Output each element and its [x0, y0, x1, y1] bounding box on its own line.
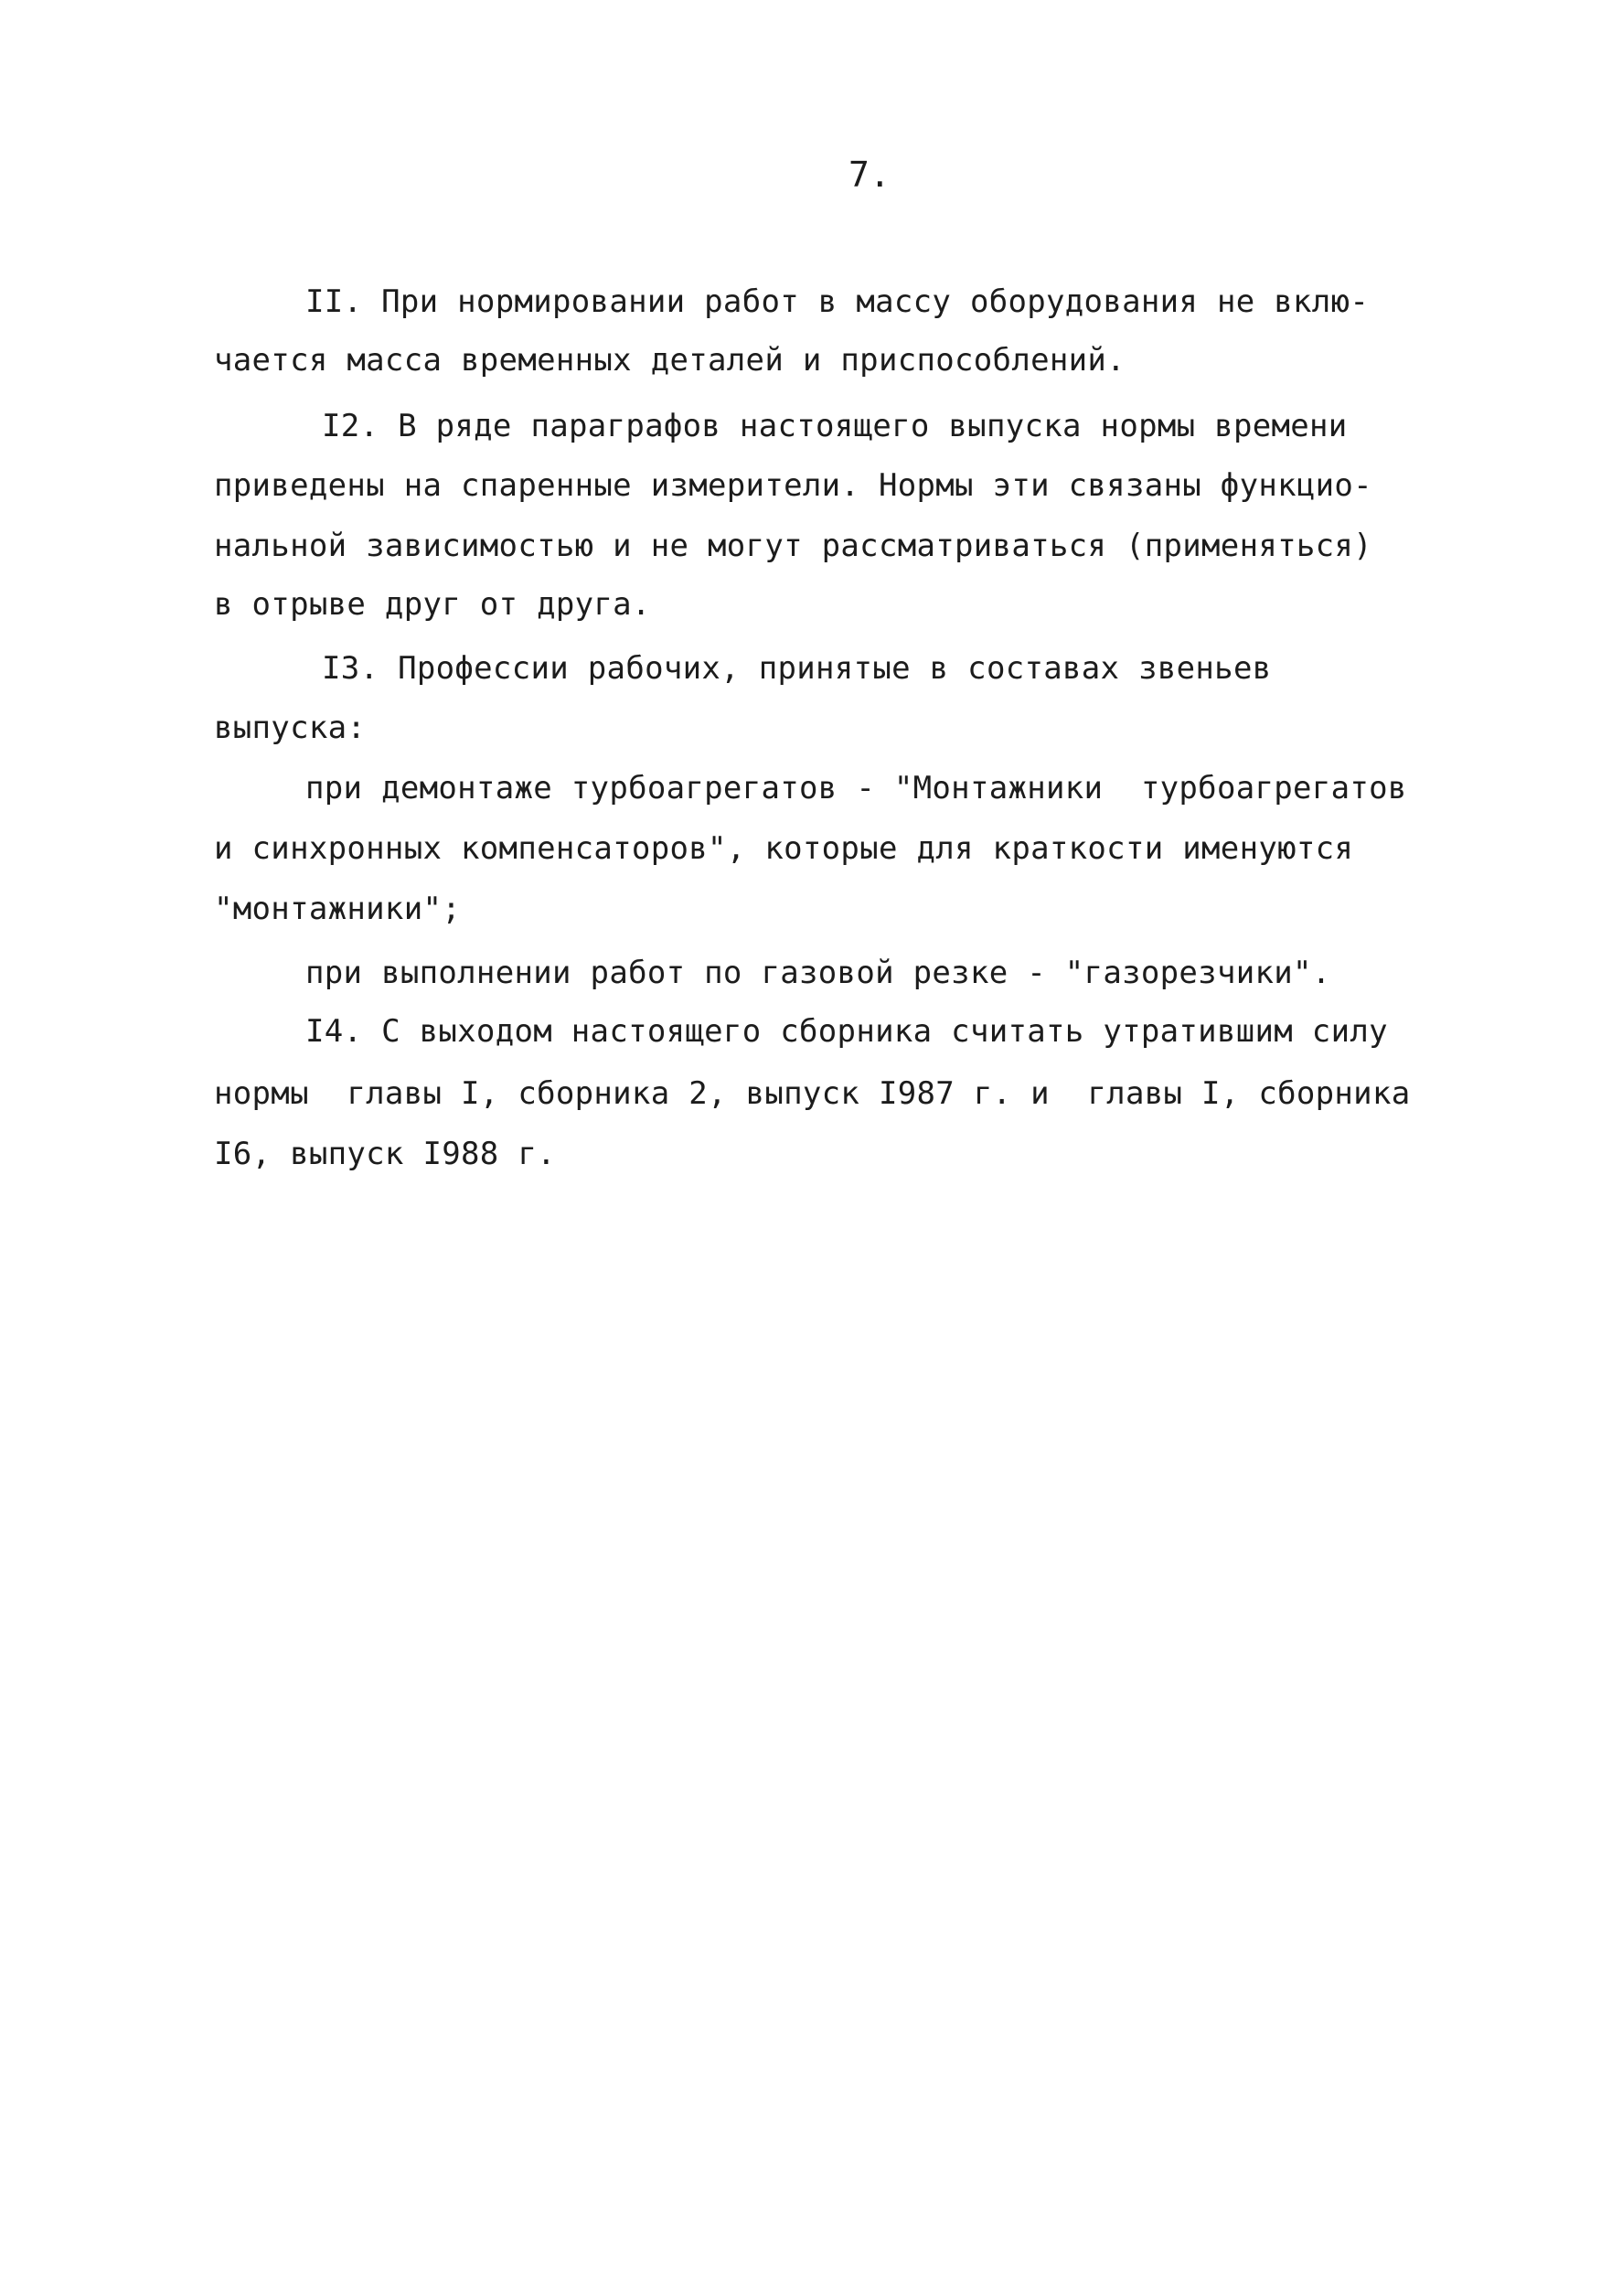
paragraph-13-line-2: выпуска:	[214, 710, 367, 746]
page-number: 7.	[848, 155, 891, 195]
paragraph-11-line-1: II. При нормировании работ в массу оборудования не вклю-	[305, 283, 1370, 320]
paragraph-13-line-6: при выполнении работ по газовой резке - "газорезчики".	[305, 955, 1331, 991]
paragraph-12-line-3: нальной зависимостью и не могут рассматриваться (применяться)	[214, 528, 1372, 564]
paragraph-13-line-3: при демонтаже турбоагрегатов - "Монтажники турбоагрегатов	[305, 770, 1407, 806]
paragraph-13-line-4: и синхронных компенсаторов", которые для краткости именуются	[214, 830, 1354, 867]
paragraph-13-line-5: "монтажники";	[214, 891, 462, 927]
paragraph-14-line-1: I4. С выходом настоящего сборника считать утратившим силу	[305, 1013, 1388, 1050]
paragraph-11-line-2: чается масса временных деталей и приспособлений.	[214, 342, 1126, 379]
paragraph-12-line-4: в отрыве друг от друга.	[214, 586, 651, 623]
paragraph-14-line-3: I6, выпуск I988 г.	[214, 1136, 556, 1172]
paragraph-12-line-2: приведены на спаренные измерители. Нормы эти связаны функцио-	[214, 467, 1372, 504]
paragraph-12-line-1: I2. В ряде параграфов настоящего выпуска нормы времени	[322, 408, 1348, 444]
paragraph-14-line-2: нормы главы I, сборника 2, выпуск I987 г. и главы I, сборника	[214, 1075, 1411, 1112]
paragraph-13-line-1: I3. Профессии рабочих, принятые в составах звеньев	[322, 650, 1272, 687]
